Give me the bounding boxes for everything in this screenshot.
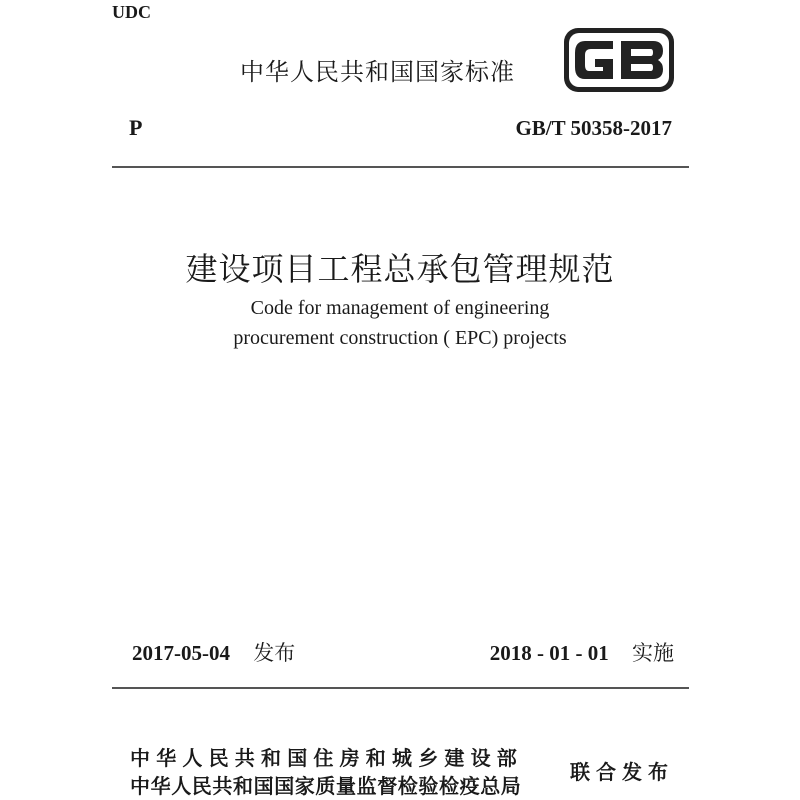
issue-date: 2017-05-04 bbox=[132, 641, 230, 665]
bottom-divider bbox=[112, 687, 689, 689]
top-divider bbox=[112, 166, 689, 168]
standard-number: GB/T 50358-2017 bbox=[515, 116, 672, 140]
issue-date-block bbox=[132, 637, 295, 667]
national-standard-heading: 中华人民共和国国家标准 bbox=[240, 58, 515, 86]
issuer-ministry-housing: 中华人民共和国住房和城乡建设部 bbox=[130, 746, 523, 770]
udc-label: UDC bbox=[112, 2, 151, 22]
document-title-chinese: 建设项目工程总承包管理规范 bbox=[185, 250, 615, 288]
issuer-aqsiq: 中华人民共和国国家质量监督检验检疫总局 bbox=[130, 774, 522, 798]
effective-label: 实施 bbox=[632, 641, 674, 665]
document-title-english-line1: Code for management of engineering bbox=[250, 297, 550, 319]
category-code: P bbox=[129, 115, 143, 140]
effective-date-block bbox=[490, 637, 674, 667]
gb-logo bbox=[563, 27, 675, 93]
issue-label: 发布 bbox=[253, 641, 296, 665]
effective-date: 2018 - 01 - 01 bbox=[489, 641, 609, 665]
document-title-english-line2: procurement construction ( EPC) projects bbox=[233, 327, 567, 349]
joint-issue-label: 联合发布 bbox=[570, 760, 674, 784]
